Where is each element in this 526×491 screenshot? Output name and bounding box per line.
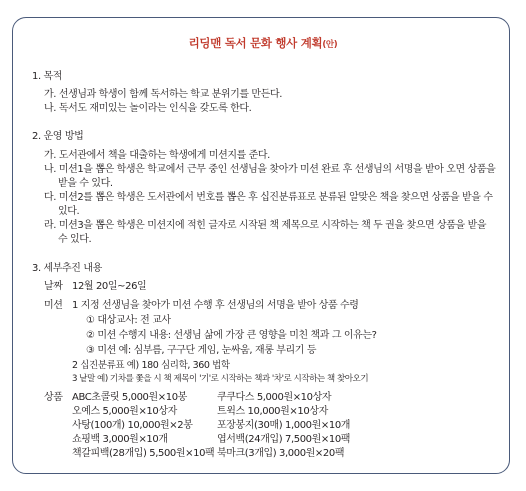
section-1-heading: 1. 목적 <box>32 71 63 82</box>
section-2-heading: 2. 운영 방법 <box>32 131 84 142</box>
prize-item: 책갈피백(28개입) 5,500원×10팩 <box>72 448 215 459</box>
section-2-item: 라. 미션3을 뽑은 학생은 미션지에 적힌 글자로 시작된 책 제목으로 시작하는 책 두 권을 찾으면 상품을 받을 <box>44 220 487 231</box>
title-suffix: (안) <box>322 40 338 50</box>
prize-label: 상품 <box>44 392 63 403</box>
mission-label: 미션 <box>44 300 63 311</box>
title-text: 리딩맨 독서 문화 행사 계획 <box>188 36 323 50</box>
date-label: 날짜 <box>44 281 63 292</box>
section-1-item: 가. 선생님과 학생이 함께 독서하는 학교 분위기를 만든다. <box>44 89 282 100</box>
prize-item: ABC초콜릿 5,000원×10봉 <box>72 392 187 403</box>
page-title <box>0 35 526 51</box>
mission-subitem: ② 미션 수행지 내용: 선생님 삶에 가장 큰 영향을 미친 책과 그 이유는? <box>86 330 377 341</box>
prize-item: 엽서백(24개입) 7,500원×10팩 <box>217 434 351 445</box>
prize-item: 쿠쿠다스 5,000원×10상자 <box>217 392 332 403</box>
prize-item: 쇼핑백 3,000원×10개 <box>72 434 168 445</box>
section-2-item: 다. 미션2를 뽑은 학생은 도서관에서 번호를 뽑은 후 십진분류표로 분류된 알맞은 책을 찾으면 상품을 받을 수 <box>44 192 493 203</box>
section-2-item-cont: 수 있다. <box>58 234 92 245</box>
prize-item: 북마크(3개입) 3,000원×20팩 <box>217 448 345 459</box>
prize-item: 사탕(100개) 10,000원×2봉 <box>72 420 193 431</box>
mission-subitem: ① 대상교사: 전 교사 <box>86 315 171 326</box>
mission-item: 1 지정 선생님을 찾아가 미션 수행 후 선생님의 서명을 받아 상품 수령 <box>72 300 359 311</box>
section-2-item: 가. 도서관에서 책을 대출하는 학생에게 미션지를 준다. <box>44 150 270 161</box>
prize-item: 오예스 5,000원×10상자 <box>72 406 177 417</box>
section-2-item-cont: 받을 수 있다. <box>58 178 113 189</box>
mission-item: 2 십진분류표 예) 180 심리학, 360 법학 <box>72 360 230 371</box>
mission-subitem: ③ 미션 예: 심부름, 구구단 게임, 눈싸움, 재롱 부리기 등 <box>86 345 317 356</box>
prize-item: 포장봉지(30매) 1,000원×10개 <box>217 420 351 431</box>
date-value: 12월 20일~26일 <box>72 281 147 292</box>
section-1-item: 나. 독서도 재미있는 놀이라는 인식을 갖도록 한다. <box>44 103 252 114</box>
section-2-item-cont: 있다. <box>58 206 80 217</box>
prize-item: 트윅스 10,000원×10상자 <box>217 406 328 417</box>
section-2-item: 나. 미션1을 뽑은 학생은 학교에서 근무 중인 선생님을 찾아가 미션 완료 후 선생님의 서명을 받아 오면 상품을 <box>44 164 496 175</box>
mission-item: 3 낱말 예) 기차를 쫓을 시 책 제목이 '기'로 시작하는 책과 '차'로 시작하는 책 찾아오기 <box>72 374 369 384</box>
section-3-heading: 3. 세부추진 내용 <box>32 263 102 274</box>
